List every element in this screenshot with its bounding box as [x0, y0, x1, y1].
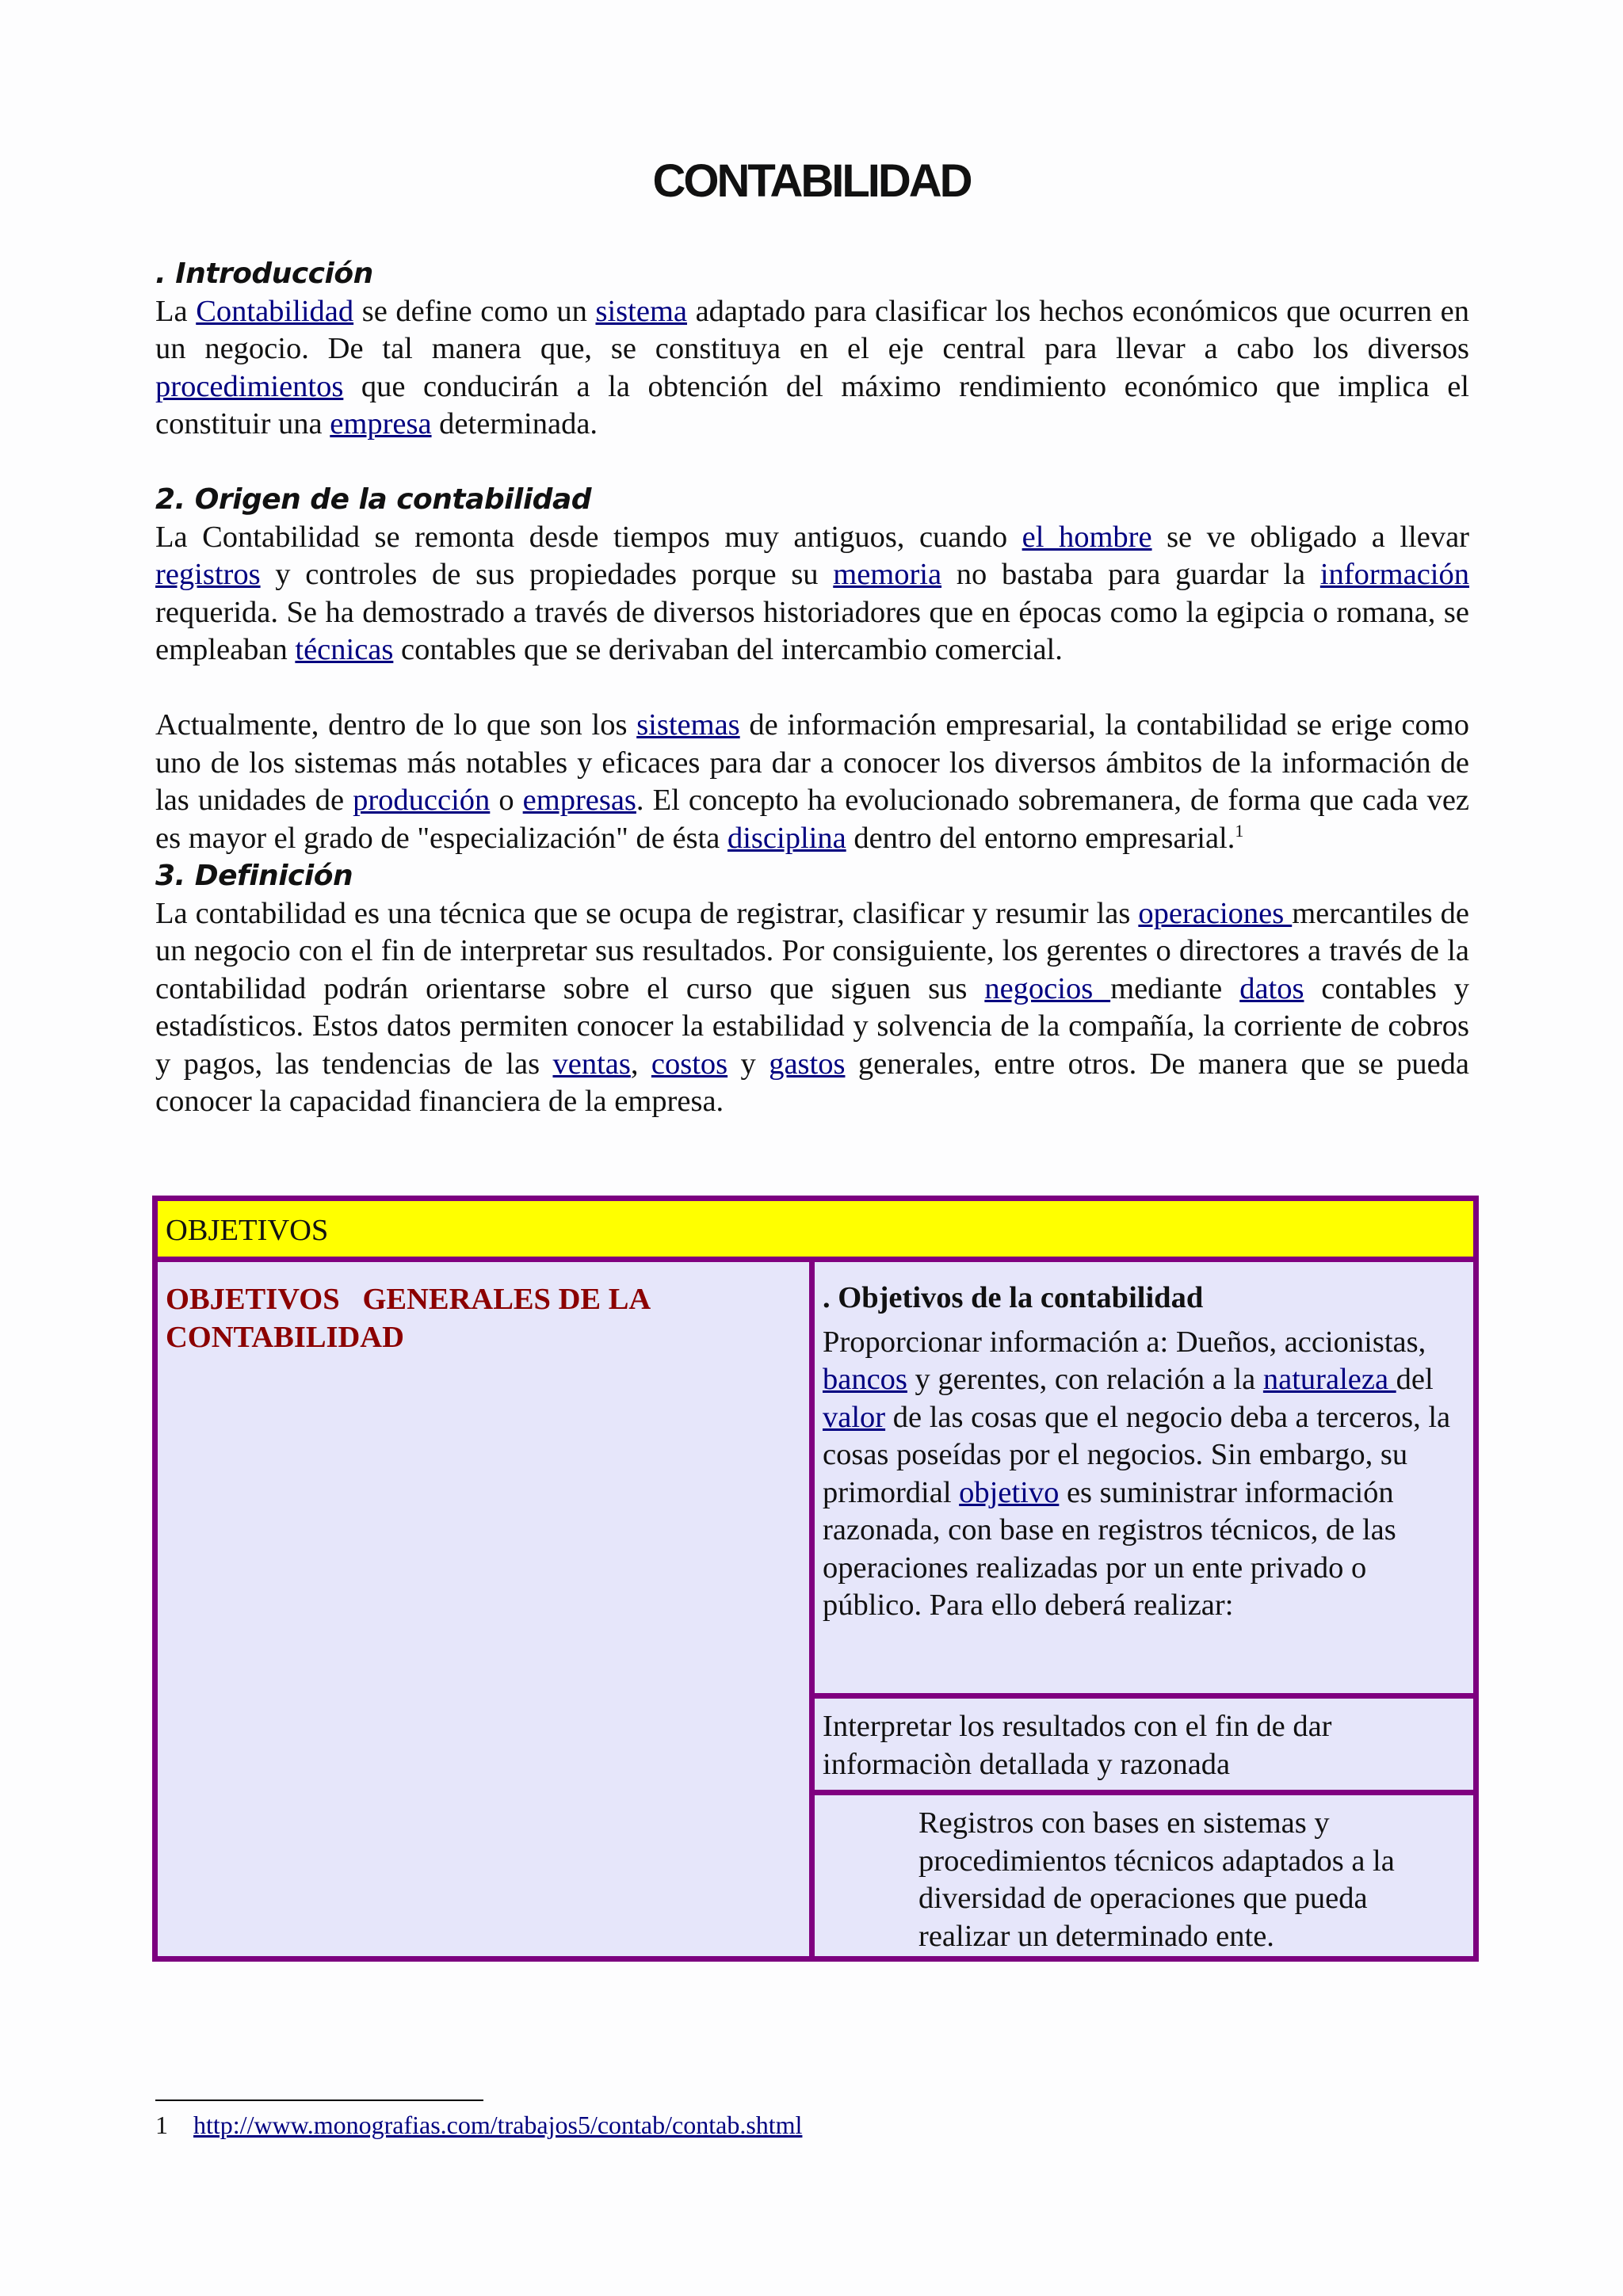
inline-link[interactable]: sistemas — [636, 708, 740, 742]
text-run: generales, entre otros. De manera que se pueda conocer la capacidad financiera de la empresa. — [155, 1047, 1469, 1118]
inline-link[interactable]: empresas — [522, 784, 636, 817]
text-run: y — [727, 1047, 769, 1081]
text-run: no bastaba para guardar la — [941, 558, 1320, 591]
text-run: Actualmente, dentro de lo que son los — [155, 708, 637, 742]
intro-paragraph — [155, 293, 1469, 444]
inline-link[interactable]: operaciones — [1138, 896, 1293, 930]
text-run: requerida. Se ha demostrado a través de diversos historiadores que en épocas como la egipcia o romana, se empleaban — [155, 595, 1469, 666]
text-run: mercantiles de un negocio con el fin de interpretar sus resultados. Por consiguiente, los gerentes o directores a través de la contabilidad podrán orientarse sobre el curso que siguen sus — [155, 896, 1469, 1005]
table-objectives-cell — [815, 1262, 1473, 1693]
text-run: . El concepto ha evolucionado sobremanera, de forma que cada vez es mayor el grado de "especialización" de ésta — [155, 784, 1470, 855]
origin-paragraph — [155, 519, 1469, 669]
intro-heading: . Introducción — [155, 257, 373, 290]
objectives-title: . Objetivos de la contabilidad — [823, 1281, 1204, 1314]
text-run: del — [1396, 1363, 1434, 1396]
table-left-cell — [158, 1262, 809, 1956]
text-run: contables y estadísticos. Estos datos permiten conocer la estabilidad y solvencia de la compañía, la corriente de cobros y pagos, las tendencias de las — [155, 971, 1469, 1081]
text-run: Proporcionar información a: Dueños, accionistas, — [823, 1325, 1426, 1359]
text-run: de las cosas que el negocio deba a terceros, la cosas poseídas por el negocios. Sin embargo, su primordial — [823, 1400, 1451, 1509]
text-run: se ve obligado a llevar — [1151, 520, 1469, 554]
inline-link[interactable]: disciplina — [727, 821, 846, 855]
footnote-number: 1 — [155, 2111, 168, 2139]
text-run: , — [630, 1047, 651, 1081]
inline-link[interactable]: gastos — [769, 1047, 846, 1081]
inline-link[interactable]: ventas — [552, 1047, 631, 1081]
text-run: La — [155, 294, 197, 328]
inline-link[interactable]: el hombre — [1022, 520, 1152, 554]
inline-link[interactable]: memoria — [833, 558, 942, 591]
text-run: y controles de sus propiedades porque su — [260, 558, 834, 591]
inline-link[interactable]: datos — [1239, 971, 1304, 1005]
inline-link[interactable]: procedimientos — [155, 369, 344, 403]
text-run: contables que se derivaban del intercambio comercial. — [393, 633, 1063, 666]
table-records-cell: Registros con bases en sistemas y procedimientos técnicos adaptados a la diversidad de operaciones que pueda realizar un determinado ente. — [815, 1795, 1473, 1956]
text-run: de información empresarial, la contabilidad se erige como uno de los sistemas más notables y eficaces para dar a conocer los diversos ámbitos de la información de las unidades de — [155, 708, 1469, 817]
footnote — [155, 2109, 802, 2141]
inline-link[interactable]: registros — [155, 558, 261, 591]
inline-link[interactable]: objetivo — [959, 1475, 1060, 1509]
inline-link[interactable]: naturaleza — [1262, 1363, 1396, 1396]
general-objectives-heading: OBJETIVOS GENERALES DE LA CONTABILIDAD — [166, 1283, 657, 1354]
definition-paragraph — [155, 895, 1469, 1121]
inline-link[interactable]: sistema — [595, 294, 687, 328]
text-run: mediante — [1110, 971, 1240, 1005]
inline-link[interactable]: empresa — [330, 407, 432, 441]
footnote-separator — [155, 2100, 483, 2101]
inline-link[interactable]: técnicas — [295, 633, 394, 666]
objectives-table — [152, 1196, 1479, 1962]
page-title: CONTABILIDAD — [652, 155, 971, 207]
origin-heading: 2. Origen de la contabilidad — [155, 483, 592, 516]
current-paragraph — [155, 707, 1469, 857]
text-run: determinada. — [431, 407, 598, 441]
text-run: es suministrar información razonada, con base en registros técnicos, de las operaciones realizadas por un ente privado o público. Para ello deberá realizar: — [823, 1475, 1396, 1622]
inline-link[interactable]: negocios — [984, 971, 1111, 1005]
objectives-text — [823, 1324, 1465, 1625]
footnote-link[interactable]: http://www.monografias.com/trabajos5/contab/contab.shtml — [193, 2111, 803, 2139]
inline-link[interactable]: información — [1319, 558, 1469, 591]
intro-section — [155, 255, 1469, 1121]
text-run: o — [490, 784, 523, 817]
inline-link[interactable]: costos — [651, 1047, 728, 1081]
inline-link[interactable]: Contabilidad — [196, 294, 354, 328]
table-interpret-cell: Interpretar los resultados con el fin de dar informaciòn detallada y razonada — [815, 1699, 1473, 1790]
text-run: adaptado para clasificar los hechos económicos que ocurren en un negocio. De tal manera que, se constituya en el eje central para llevar a cabo los diversos — [155, 294, 1469, 365]
text-run: que conducirán a la obtención del máximo rendimiento económico que implica el constituir una — [155, 369, 1469, 441]
text-run: La contabilidad es una técnica que se ocupa de registrar, clasificar y resumir las — [155, 896, 1139, 930]
footnote-reference: 1 — [1235, 820, 1244, 841]
table-header-cell: OBJETIVOS — [158, 1201, 1473, 1257]
inline-link[interactable]: bancos — [823, 1363, 907, 1396]
definition-heading: 3. Definición — [155, 860, 353, 892]
text-run: dentro del entorno empresarial. — [846, 821, 1235, 855]
inline-link[interactable]: valor — [823, 1400, 886, 1434]
text-run: y gerentes, con relación a la — [907, 1363, 1263, 1396]
text-run: La Contabilidad se remonta desde tiempos muy antiguos, cuando — [155, 520, 1022, 554]
text-run: se define como un — [353, 294, 596, 328]
inline-link[interactable]: producción — [353, 784, 491, 817]
